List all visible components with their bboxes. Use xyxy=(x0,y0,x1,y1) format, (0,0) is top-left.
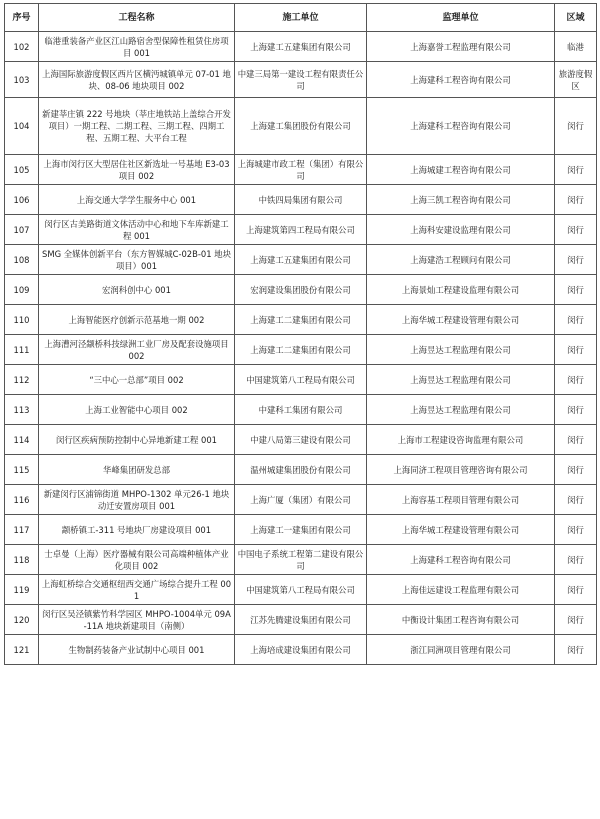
header-district: 区域 xyxy=(555,4,597,32)
cell-district: 闵行 xyxy=(555,305,597,335)
cell-project: 上海工业智能中心项目 002 xyxy=(39,395,235,425)
cell-contractor: 上海建工二建集团有限公司 xyxy=(235,305,367,335)
cell-no: 113 xyxy=(5,395,39,425)
table-row xyxy=(5,515,597,545)
cell-contractor: 上海建工二建集团有限公司 xyxy=(235,335,367,365)
cell-supervisor: 上海昱达工程监理有限公司 xyxy=(367,335,555,365)
cell-no: 121 xyxy=(5,635,39,665)
cell-district: 闵行 xyxy=(555,365,597,395)
table-row xyxy=(5,635,597,665)
table-row xyxy=(5,335,597,365)
table-row xyxy=(5,425,597,455)
cell-supervisor: 上海建科工程咨询有限公司 xyxy=(367,62,555,98)
cell-no: 117 xyxy=(5,515,39,545)
cell-district: 闵行 xyxy=(555,275,597,305)
cell-district: 闵行 xyxy=(555,455,597,485)
table-row xyxy=(5,155,597,185)
cell-project: 上海虹桥综合交通枢纽西交通广场综合提升工程 001 xyxy=(39,575,235,605)
cell-no: 110 xyxy=(5,305,39,335)
table-row xyxy=(5,62,597,98)
cell-district: 闵行 xyxy=(555,605,597,635)
cell-contractor: 中国建筑第八工程局有限公司 xyxy=(235,575,367,605)
table-row xyxy=(5,365,597,395)
cell-project: 闵行区吴泾镇紫竹科学园区 MHPO-1004单元 09A-11A 地块新建项目（南侧） xyxy=(39,605,235,635)
cell-project: 临港重装备产业区江山路宿舍型保障性租赁住房项目 001 xyxy=(39,32,235,62)
table-header-row xyxy=(5,4,597,32)
header-contractor: 施工单位 xyxy=(235,4,367,32)
cell-district: 闵行 xyxy=(555,575,597,605)
cell-contractor: 江苏先腾建设集团有限公司 xyxy=(235,605,367,635)
cell-contractor: 温州城建集团股份有限公司 xyxy=(235,455,367,485)
cell-supervisor: 上海容基工程项目管理有限公司 xyxy=(367,485,555,515)
cell-district: 闵行 xyxy=(555,155,597,185)
cell-contractor: 中铁四局集团有限公司 xyxy=(235,185,367,215)
cell-project: SMG 全媒体创新平台（东方智媒城C-02B-01 地块项目）001 xyxy=(39,245,235,275)
cell-project: 新建莘庄镇 222 号地块（莘庄地铁站上盖综合开发项目）一期工程、二期工程、三期工程、四期工程、五期工程、大平台工程 xyxy=(39,98,235,155)
table-row xyxy=(5,545,597,575)
cell-supervisor: 上海建浩工程顾问有限公司 xyxy=(367,245,555,275)
cell-no: 118 xyxy=(5,545,39,575)
cell-contractor: 中建科工集团有限公司 xyxy=(235,395,367,425)
table-row xyxy=(5,485,597,515)
cell-no: 115 xyxy=(5,455,39,485)
cell-contractor: 中国电子系统工程第二建设有限公司 xyxy=(235,545,367,575)
cell-supervisor: 上海景灿工程建设监理有限公司 xyxy=(367,275,555,305)
cell-district: 闵行 xyxy=(555,545,597,575)
header-no: 序号 xyxy=(5,4,39,32)
cell-no: 112 xyxy=(5,365,39,395)
cell-no: 120 xyxy=(5,605,39,635)
table-row xyxy=(5,575,597,605)
cell-contractor: 上海城建市政工程（集团）有限公司 xyxy=(235,155,367,185)
cell-project: 上海智能医疗创新示范基地一期 002 xyxy=(39,305,235,335)
cell-project: 士卓曼（上海）医疗器械有限公司高端种植体产业化项目 002 xyxy=(39,545,235,575)
cell-no: 105 xyxy=(5,155,39,185)
cell-district: 闵行 xyxy=(555,335,597,365)
cell-supervisor: 上海昱达工程监理有限公司 xyxy=(367,365,555,395)
cell-no: 107 xyxy=(5,215,39,245)
project-table-container xyxy=(4,3,596,665)
cell-no: 109 xyxy=(5,275,39,305)
cell-supervisor: 上海市工程建设咨询监理有限公司 xyxy=(367,425,555,455)
table-row xyxy=(5,32,597,62)
cell-project: 上海漕河泾颛桥科技绿洲工业厂房及配套设施项目 002 xyxy=(39,335,235,365)
cell-no: 106 xyxy=(5,185,39,215)
cell-district: 闵行 xyxy=(555,215,597,245)
cell-project: 宏润科创中心 001 xyxy=(39,275,235,305)
cell-supervisor: 浙江同洲项目管理有限公司 xyxy=(367,635,555,665)
cell-project: 上海交通大学学生服务中心 001 xyxy=(39,185,235,215)
cell-supervisor: 上海科安建设监理有限公司 xyxy=(367,215,555,245)
cell-project: 生物制药装备产业试制中心项目 001 xyxy=(39,635,235,665)
cell-contractor: 中国建筑第八工程局有限公司 xyxy=(235,365,367,395)
cell-contractor: 上海建工一建集团有限公司 xyxy=(235,515,367,545)
cell-district: 临港 xyxy=(555,32,597,62)
cell-project: 上海国际旅游度假区西片区横沔城镇单元 07-01 地块、08-06 地块项目 002 xyxy=(39,62,235,98)
table-row xyxy=(5,305,597,335)
cell-no: 103 xyxy=(5,62,39,98)
cell-contractor: 宏润建设集团股份有限公司 xyxy=(235,275,367,305)
table-row xyxy=(5,275,597,305)
cell-no: 111 xyxy=(5,335,39,365)
cell-project: 闵行区疾病预防控制中心异地新建工程 001 xyxy=(39,425,235,455)
table-row xyxy=(5,605,597,635)
cell-district: 闵行 xyxy=(555,395,597,425)
cell-contractor: 上海广厦（集团）有限公司 xyxy=(235,485,367,515)
cell-contractor: 上海建工五建集团有限公司 xyxy=(235,245,367,275)
cell-no: 116 xyxy=(5,485,39,515)
cell-no: 104 xyxy=(5,98,39,155)
cell-contractor: 中建八局第三建设有限公司 xyxy=(235,425,367,455)
cell-contractor: 中建三局第一建设工程有限责任公司 xyxy=(235,62,367,98)
cell-district: 旅游度假区 xyxy=(555,62,597,98)
header-project: 工程名称 xyxy=(39,4,235,32)
cell-no: 119 xyxy=(5,575,39,605)
cell-project: “三中心一总部”项目 002 xyxy=(39,365,235,395)
table-row xyxy=(5,215,597,245)
cell-no: 108 xyxy=(5,245,39,275)
cell-supervisor: 上海华城工程建设管理有限公司 xyxy=(367,305,555,335)
cell-supervisor: 上海城建工程咨询有限公司 xyxy=(367,155,555,185)
table-row xyxy=(5,98,597,155)
cell-contractor: 上海建工五建集团有限公司 xyxy=(235,32,367,62)
cell-district: 闵行 xyxy=(555,485,597,515)
cell-project: 华峰集团研发总部 xyxy=(39,455,235,485)
cell-supervisor: 上海建科工程咨询有限公司 xyxy=(367,545,555,575)
cell-contractor: 上海建筑第四工程局有限公司 xyxy=(235,215,367,245)
cell-supervisor: 上海同济工程项目管理咨询有限公司 xyxy=(367,455,555,485)
header-supervisor: 监理单位 xyxy=(367,4,555,32)
cell-supervisor: 中衡设计集团工程咨询有限公司 xyxy=(367,605,555,635)
cell-supervisor: 上海佳远建设工程监理有限公司 xyxy=(367,575,555,605)
table-row xyxy=(5,395,597,425)
cell-supervisor: 上海嘉誉工程监理有限公司 xyxy=(367,32,555,62)
cell-no: 114 xyxy=(5,425,39,455)
table-row xyxy=(5,185,597,215)
cell-district: 闵行 xyxy=(555,425,597,455)
cell-contractor: 上海培成建设集团有限公司 xyxy=(235,635,367,665)
table-row xyxy=(5,455,597,485)
cell-district: 闵行 xyxy=(555,245,597,275)
cell-project: 新建闵行区浦锦街道 MHPO-1302 单元26-1 地块动迁安置房项目 001 xyxy=(39,485,235,515)
cell-project: 颛桥镇工-311 号地块厂房建设项目 001 xyxy=(39,515,235,545)
cell-no: 102 xyxy=(5,32,39,62)
cell-district: 闵行 xyxy=(555,635,597,665)
cell-district: 闵行 xyxy=(555,515,597,545)
project-table xyxy=(4,3,597,665)
cell-supervisor: 上海建科工程咨询有限公司 xyxy=(367,98,555,155)
cell-district: 闵行 xyxy=(555,185,597,215)
cell-project: 闵行区古美路街道文体活动中心和地下车库新建工程 001 xyxy=(39,215,235,245)
cell-project: 上海市闵行区大型居住社区新选址一号基地 E3-03 项目 002 xyxy=(39,155,235,185)
cell-district: 闵行 xyxy=(555,98,597,155)
cell-supervisor: 上海华城工程建设管理有限公司 xyxy=(367,515,555,545)
cell-supervisor: 上海三凯工程咨询有限公司 xyxy=(367,185,555,215)
cell-supervisor: 上海昱达工程监理有限公司 xyxy=(367,395,555,425)
cell-contractor: 上海建工集团股份有限公司 xyxy=(235,98,367,155)
table-row xyxy=(5,245,597,275)
